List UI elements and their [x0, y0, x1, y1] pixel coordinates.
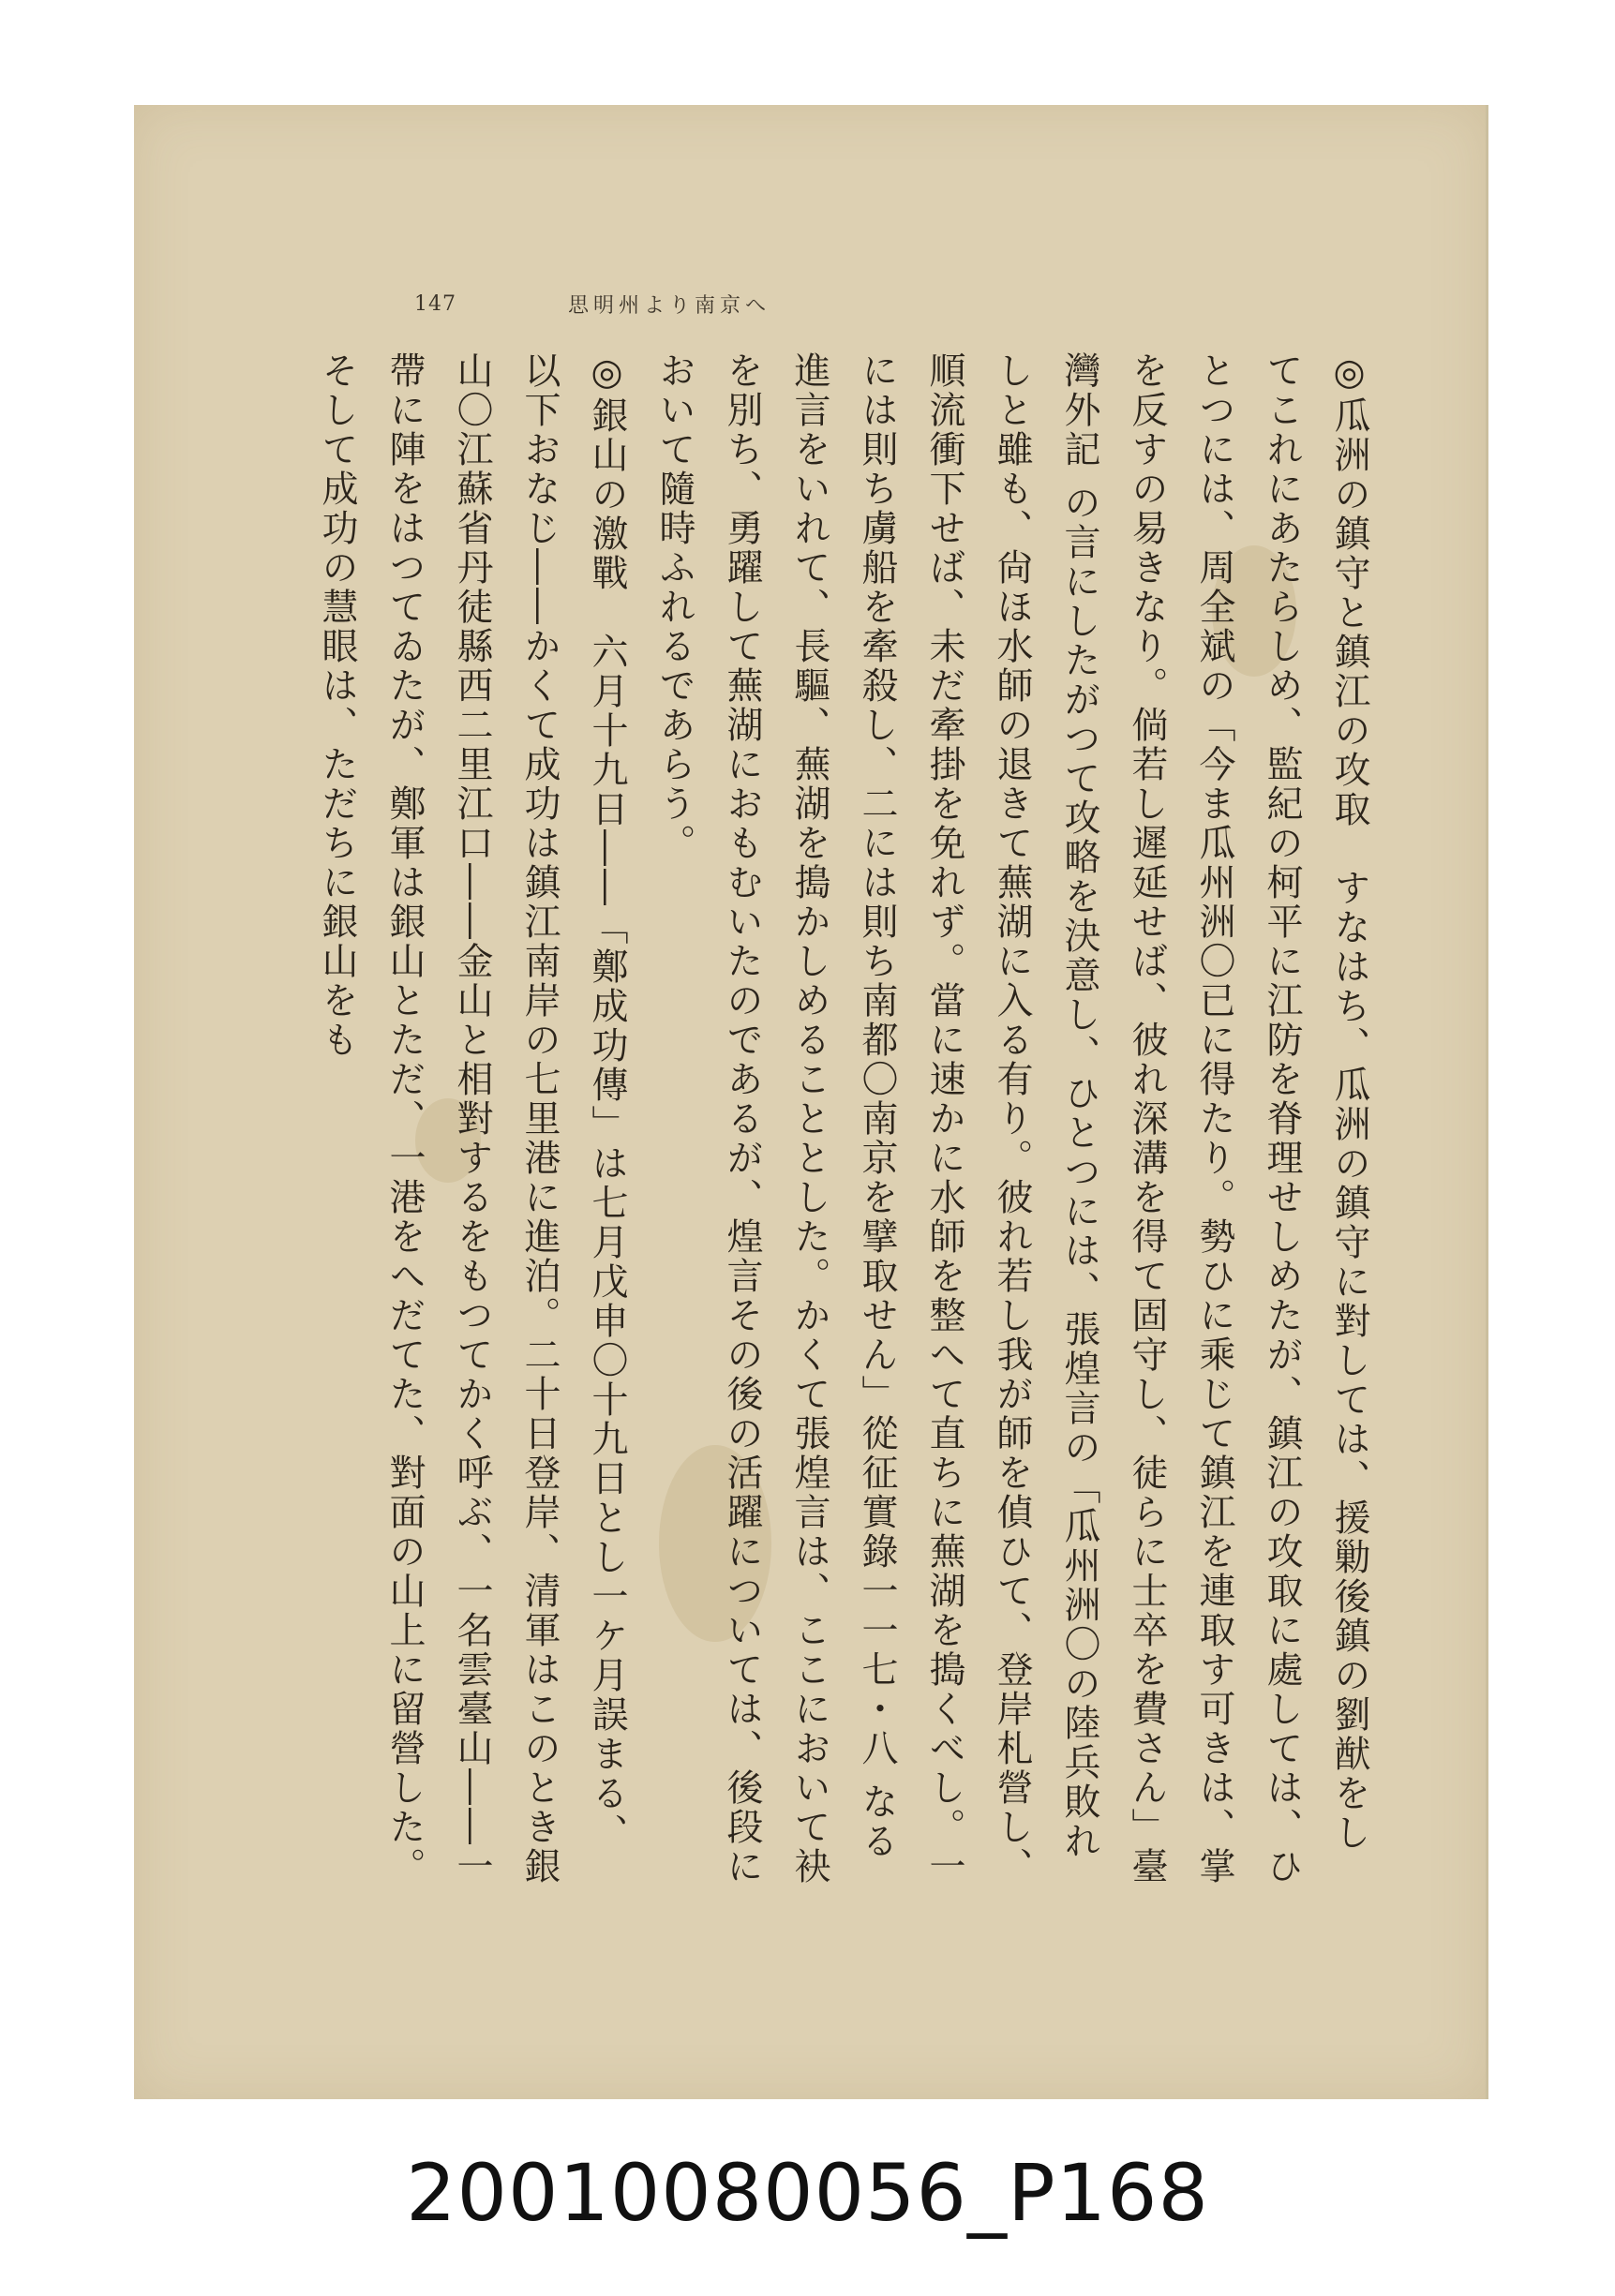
- image-id-caption: 20010080056_P168: [406, 2147, 1209, 2239]
- paragraph-guazhou: ◎瓜洲の鎮守と鎮江の攻取 すなはち、瓜洲の鎮守に對しては、援勦後鎮の劉猷をしてこれにあたらしめ、監紀の柯平に江防を脊理せしめたが、鎮江の攻取に處しては、ひとつには、周全斌の「今ま瓜州洲〇已に得たり。勢ひに乘じて鎮江を連取す可きは、掌を反すの易きなり。倘若し遲延せば、彼れ深溝を得て固守し、徒らに士卒を費さん」臺灣外記 の言にしたがつて攻略を決意し、ひとつには、張煌言の「瓜州洲〇の陸兵敗れしと雖も、尙ほ水師の退きて蕪湖に入る有り。彼れ若し我が師を偵ひて、登岸札營し、順流衝下せば、未だ牽掛を免れず。當に速かに水師を整へて直ちに蕪湖を搗くべし。一には則ち虜船を牽殺し、二には則ち南都〇南京を擘取せん」從征實錄一一七・八 なる進言をいれて、長驅、蕪湖を搗かしめることとした。かくて張煌言は、ここにおいて袂を別ち、勇躍して蕪湖におもむいたのであるが、煌言その後の活躍については、後段において隨時ふれるであらう。: [653, 351, 1370, 1886]
- page-header: [414, 281, 770, 326]
- page-number: 147: [414, 291, 456, 316]
- body-text: [316, 351, 1383, 1888]
- paragraph-yinshan: ◎銀山の激戰 六月十九日――「鄭成功傳」は七月戊申〇十九日とし一ケ月誤まる、以下おなじ――かくて成功は鎮江南岸の七里港に進泊。二十日登岸、清軍はこのとき銀山〇江蘇省丹徒縣西二里江口――金山と相對するをもつてかく呼ぶ、一名雲臺山――一帶に陣をはつてゐたが、鄭軍は銀山とただ、一港をへだてた、對面の山上に留營した。そして成功の慧眼は、ただちに銀山をも: [316, 351, 628, 1886]
- running-head: 思明州より南京へ: [567, 293, 770, 318]
